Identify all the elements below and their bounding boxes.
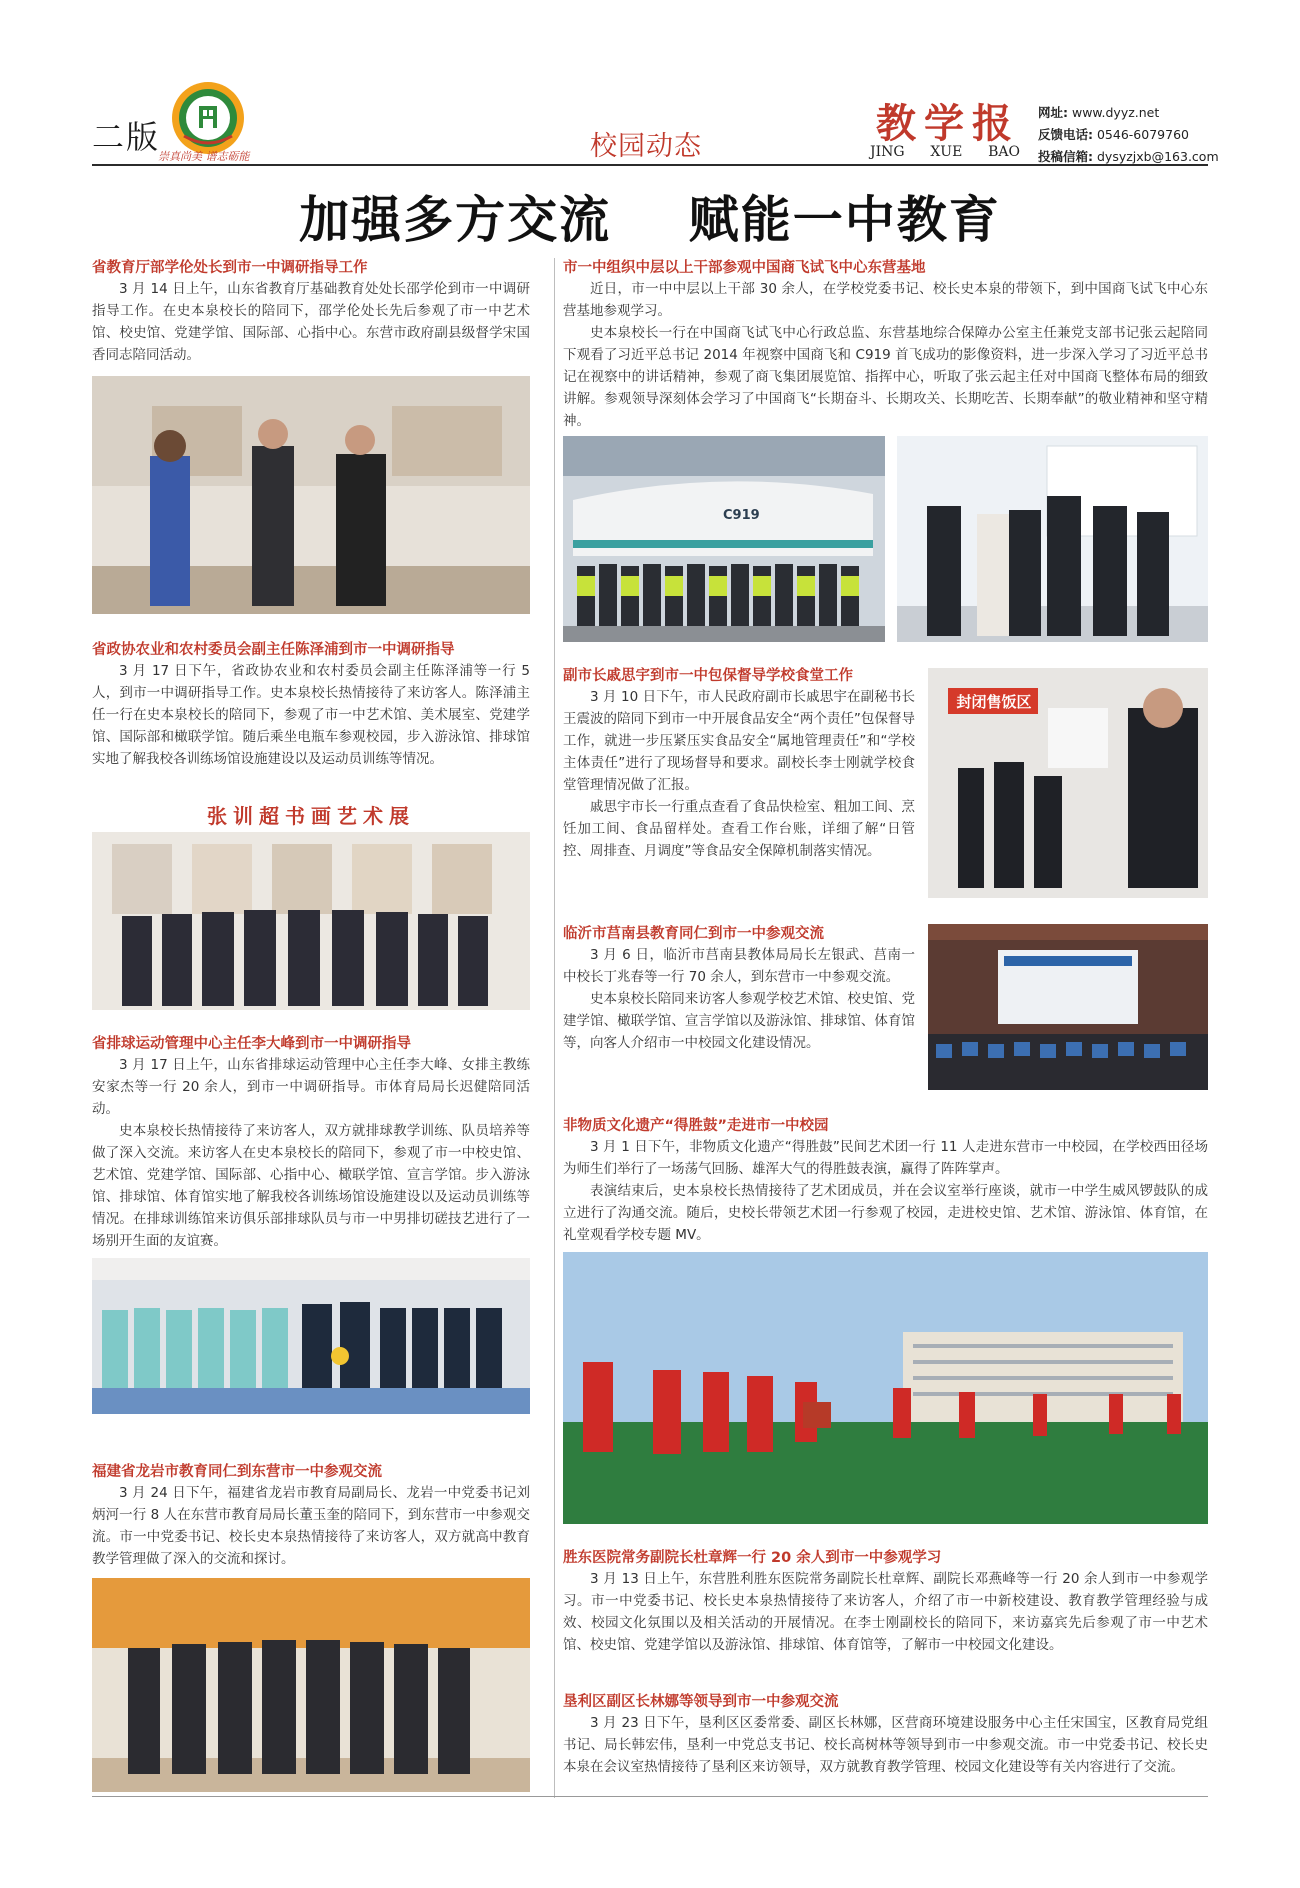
phone-label: 反馈电话: <box>1038 127 1093 142</box>
website-label: 网址: <box>1038 105 1068 120</box>
article-paragraph: 史本泉校长陪同来访客人参观学校艺术馆、校史馆、党建学馆、橄联学馆、宣言学馆以及游泳馆、排球馆、体育馆等，向客人介绍市一中校园文化建设情况。 <box>563 991 915 1051</box>
article-paragraph: 表演结束后，史本泉校长热情接待了艺术团成员，并在会议室举行座谈，就市一中学生威风锣鼓队的成立进行了沟通交流。随后，史校长带领艺术团一行参观了校园，走进校史馆、艺术馆、游泳馆、体育馆，在礼堂观看学校专题 MV。 <box>563 1183 1208 1243</box>
article-body <box>563 944 915 1054</box>
article-paragraph: 3 月 10 日下午，市人民政府副市长戚思宇在副秘书长王震波的陪同下到市一中开展食品安全“两个责任”包保督导工作，就进一步压紧压实食品安全“属地管理责任”和“学校主体责任”进行了现场督导和要求。副校长李士刚就学校食堂管理情况做了汇报。 <box>563 689 915 793</box>
article-photo <box>92 376 530 614</box>
article-body <box>563 686 915 862</box>
article-photo <box>92 796 530 1010</box>
phone-value: 0546-6079760 <box>1096 127 1189 142</box>
email-link[interactable]: dysyzjxb@163.com <box>1096 149 1219 164</box>
article-paragraph: 史本泉校长热情接待了来访客人，双方就排球教学训练、队员培养等做了深入交流。来访客人在史本泉校长的陪同下，参观了市一中校史馆、艺术馆、党建学馆、国际部、心指中心、橄联学馆、宣言学馆。步入游泳馆、排球馆、体育馆实地了解我校各训练场馆设施建设以及运动员训练等情况。在排球训练馆来访俱乐部排球队员与市一中男排切磋技艺进行了一场别开生面的友谊赛。 <box>92 1123 530 1249</box>
email-label: 投稿信箱: <box>1038 149 1093 164</box>
article-photo <box>92 1258 530 1414</box>
masthead-pinyin-3: BAO <box>988 144 1020 160</box>
article-photo <box>563 436 885 642</box>
article-paragraph: 3 月 17 日下午，省政协农业和农村委员会副主任陈泽浦等一行 5 人，到市一中调研指导工作。史本泉校长热情接待了来访客人。陈泽浦主任一行在史本泉校长的陪同下，参观了市一中艺术馆、美术展室、党建学馆、国际部和橄联学馆。随后乘坐电瓶车参观校园，步入游泳馆、排球馆实地了解我校各训练场馆设施建设以及运动员训练等情况。 <box>92 663 530 767</box>
article-title: 省教育厅部学伦处长到市一中调研指导工作 <box>92 260 368 276</box>
masthead-pinyin-1: JING <box>870 144 905 160</box>
article-title: 胜东医院常务副院长杜章辉一行 20 余人到市一中参观学习 <box>563 1550 942 1566</box>
school-motto: 崇真尚美 谱志砺能 <box>158 150 250 163</box>
edition-label: 二版 <box>92 118 161 156</box>
article-paragraph: 3 月 1 日下午，非物质文化遗产“得胜鼓”民间艺术团一行 11 人走进东营市一中校园，在学校西田径场为师生们举行了一场荡气回肠、雄浑大气的得胜鼓表演，赢得了阵阵掌声。 <box>563 1139 1208 1177</box>
contact-info <box>1038 102 1219 168</box>
article-title: 副市长戚思宇到市一中包保督导学校食堂工作 <box>563 668 853 684</box>
header-rule <box>92 164 1208 166</box>
photo-banner-text: 张训超书画艺术展 <box>207 804 415 828</box>
article-photo <box>563 1252 1208 1524</box>
article-title: 垦利区副区长林娜等领导到市一中参观交流 <box>563 1694 839 1710</box>
article-title: 临沂市莒南县教育同仁到市一中参观交流 <box>563 926 824 942</box>
article-photo <box>897 436 1208 642</box>
article-paragraph: 3 月 23 日下午，垦利区区委常委、副区长林娜，区营商环境建设服务中心主任宋国宝，区教育局党组书记、局长韩宏伟，垦利一中党总支书记、校长高树林等领导到市一中参观交流。市一中党委书记、校长史本泉在会议室热情接待了垦利区来访领导，双方就教育教学管理、校园文化建设等有关内容进行了交流。 <box>563 1715 1208 1775</box>
article-paragraph: 3 月 13 日上午，东营胜利胜东医院常务副院长杜章辉、副院长邓燕峰等一行 20 余人到市一中参观学习。市一中党委书记、校长史本泉热情接待了来访客人，介绍了市一中新校建设、教育教学管理经验与成效、校园文化氛围以及相关活动的开展情况。在李士刚副校长的陪同下，来访嘉宾先后参观了市一中艺术馆、校史馆、党建学馆以及游泳馆、排球馆、体育馆等，了解市一中校园文化建设。 <box>563 1571 1208 1653</box>
article-body <box>92 278 530 366</box>
school-logo <box>170 80 246 156</box>
article-body <box>92 1054 530 1252</box>
section-title: 校园动态 <box>590 131 702 162</box>
article-body <box>92 1482 530 1570</box>
article-body <box>563 1712 1208 1778</box>
article-title: 省政协农业和农村委员会副主任陈泽浦到市一中调研指导 <box>92 642 455 658</box>
article-paragraph: 3 月 6 日，临沂市莒南县教体局局长左银武、莒南一中校长丁兆春等一行 70 余人，到东营市一中参观交流。 <box>563 947 915 985</box>
article-photo <box>928 668 1208 898</box>
article-paragraph: 史本泉校长一行在中国商飞试飞中心行政总监、东营基地综合保障办公室主任兼党支部书记张云起陪同下观看了习近平总书记 2014 年视察中国商飞和 C919 首飞成功的影像资料，进一步深入学习了习近平总书记在视察中的讲话精神，参观了商飞集团展览馆、指挥中心，听取了张云起主任对中国商飞整体布局的细致讲解。参观领导深刻体会学习了中国商飞“长期奋斗、长期攻关、长期吃苦、长期奉献”的敬业精神和坚守精神。 <box>563 325 1208 429</box>
article-title: 福建省龙岩市教育同仁到东营市一中参观交流 <box>92 1464 382 1480</box>
masthead-title: 教学报 <box>876 100 1020 147</box>
article-paragraph: 3 月 24 日下午，福建省龙岩市教育局副局长、龙岩一中党委书记刘炳河一行 8 人在东营市教育局局长董玉奎的陪同下，到东营市一中参观交流。市一中党委书记、校长史本泉热情接待了来访客人，双方就高中教育教学管理做了深入的交流和探讨。 <box>92 1485 530 1567</box>
masthead-pinyin-2: XUE <box>930 144 963 160</box>
article-body <box>563 278 1208 432</box>
article-paragraph: 3 月 17 日上午，山东省排球运动管理中心主任李大峰、女排主教练安家杰等一行 20 余人，到市一中调研指导。市体育局局长迟健陪同活动。 <box>92 1057 530 1117</box>
article-body <box>563 1136 1208 1246</box>
article-paragraph: 近日，市一中中层以上干部 30 余人，在学校党委书记、校长史本泉的带领下，到中国商飞试飞中心东营基地参观学习。 <box>563 281 1208 319</box>
article-title: 非物质文化遗产“得胜鼓”走进市一中校园 <box>563 1118 829 1134</box>
page-headline: 加强多方交流 赋能一中教育 <box>299 190 1001 249</box>
article-paragraph: 3 月 14 日上午，山东省教育厅基础教育处处长邵学伦到市一中调研指导工作。在史本泉校长的陪同下，邵学伦处长先后参观了市一中艺术馆、校史馆、党建学馆、国际部、心指中心。东营市政府副县级督学宋国香同志陪同活动。 <box>92 281 530 363</box>
article-title: 市一中组织中层以上干部参观中国商飞试飞中心东营基地 <box>563 260 926 276</box>
article-body <box>563 1568 1208 1656</box>
column-divider <box>554 258 555 1798</box>
masthead-pinyin <box>870 144 1020 160</box>
article-title: 省排球运动管理中心主任李大峰到市一中调研指导 <box>92 1036 411 1052</box>
photo-label: C919 <box>723 508 760 523</box>
article-paragraph: 戚思宇市长一行重点查看了食品快检室、粗加工间、烹饪加工间、食品留样处。查看工作台账，详细了解“日管控、周排查、月调度”等食品安全保障机制落实情况。 <box>563 799 915 859</box>
website-link[interactable]: www.dyyz.net <box>1071 105 1160 120</box>
article-body <box>92 660 530 770</box>
article-photo <box>928 924 1208 1090</box>
footer-rule <box>92 1796 1208 1797</box>
photo-sign-text: 封闭售饭区 <box>956 693 1032 711</box>
article-photo <box>92 1578 530 1792</box>
